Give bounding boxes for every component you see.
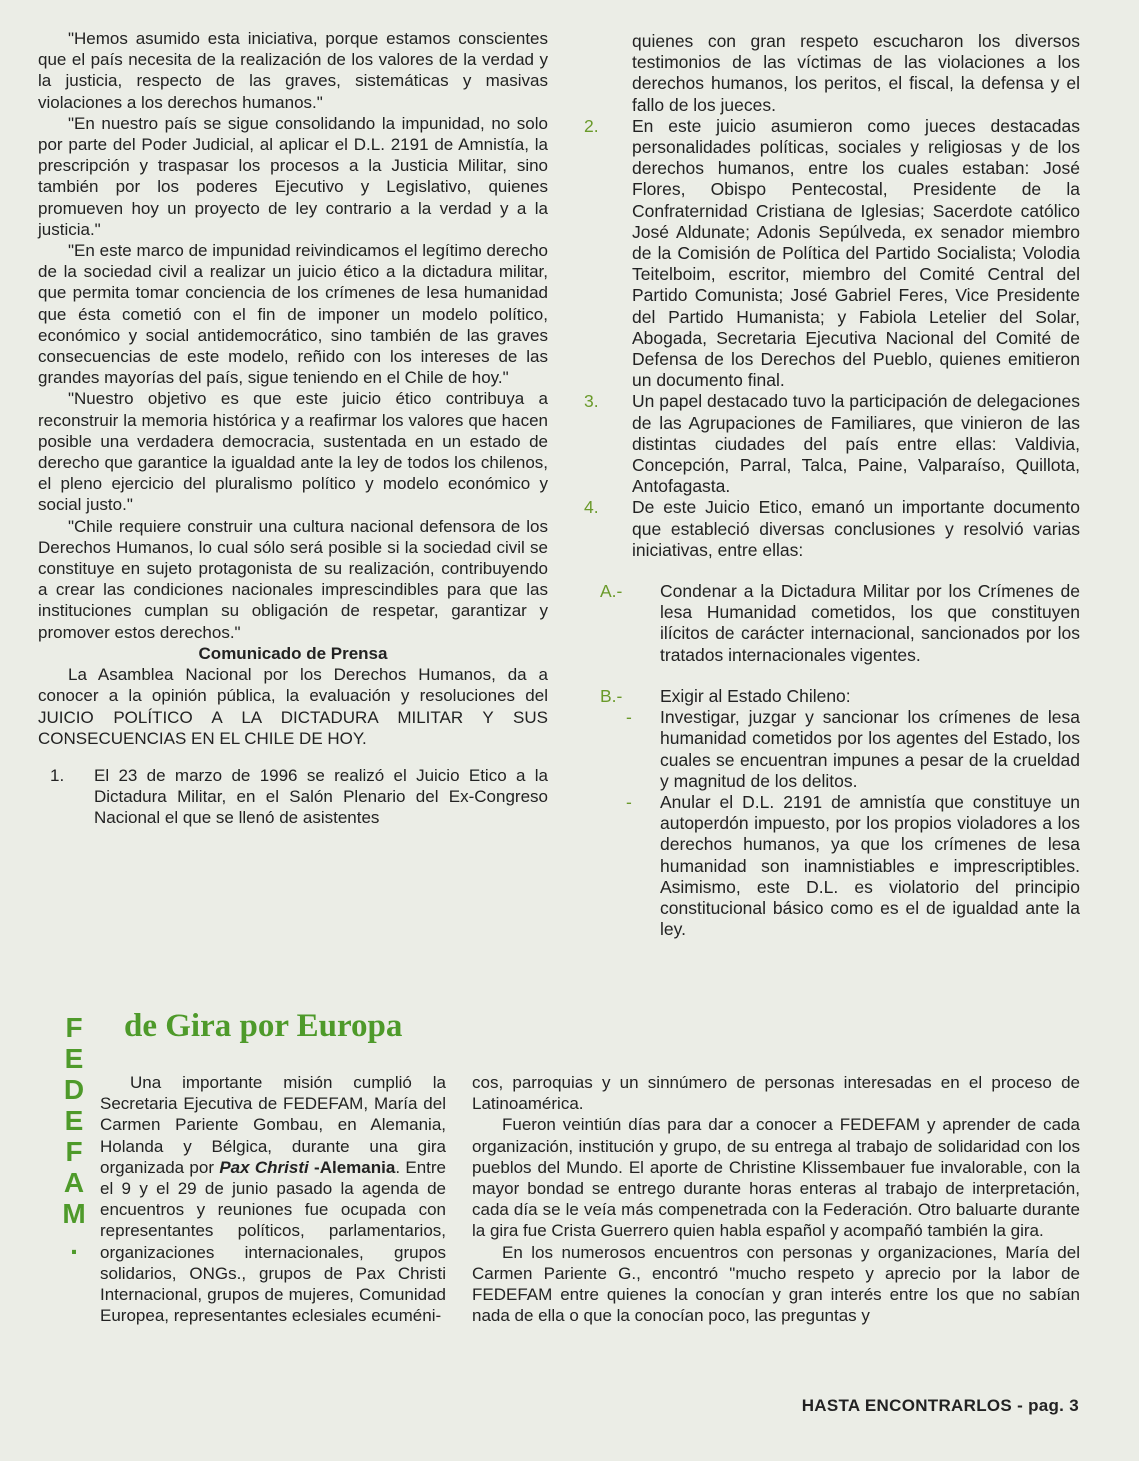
list-text: De este Juicio Etico, emanó un importante documento que estableció diversas conclusiones y resolvió varias iniciativas, entre ellas: xyxy=(632,497,1080,560)
vertical-letter: A xyxy=(63,1167,85,1198)
list-text: Un papel destacado tuvo la participación de delegaciones de las Agrupaciones de Familiares, que vinieron de las distintas ciudades del país entre ellas: Valdivia, Concepción, Parral, Talca, Paine, Valparaíso, Quillota, Antofagasta. xyxy=(632,391,1080,497)
vertical-letter: E xyxy=(64,1105,84,1136)
quote-paragraph-4: "Nuestro objetivo es que este juicio ético contribuya a reconstruir la memoria histórica y a reafirmar los valores que hacen posible una verdadera democracia, sustentada en un estado de derecho que garantice la igualdad ante la ley de todos los chilenos, el pleno ejercicio del pluralismo político y modelo económico y social justo." xyxy=(38,389,548,515)
dash-text: Anular el D.L. 2191 de amnistía que constituye un autoperdón impuesto, por los propios violadores a los derechos humanos, ya que los crímenes de lesa humanidad son inamnistiables e imprescriptibles. Asimismo, este D.L. es violatorio del principio constitucional básico como es el de igualdad ante la ley. xyxy=(660,791,1080,940)
dash-text: Investigar, juzgar y sancionar los crímenes de lesa humanidad cometidos por los agentes del Estado, los cuales se encuentran impunes a pesar de la crueldad y magnitud de los delitos. xyxy=(660,707,1080,791)
dash-item xyxy=(582,792,1080,940)
list-text: quienes con gran respeto escucharon los diversos testimonios de las víctimas de las violaciones a los derechos humanos, los peritos, el fiscal, la defensa y el fallo de los jueces. xyxy=(632,31,1080,115)
story-text: Una importante misión cumplió la Secretaria Ejecutiva de FEDEFAM, María del Carmen Pariente Gombau, en Alemania, Holanda y Bélgica, durante una gira organizada por xyxy=(100,1073,446,1177)
dash-bullet: - xyxy=(626,707,632,728)
list-item-continuation xyxy=(582,31,1080,116)
list-number: 1. xyxy=(50,765,65,785)
organization-suffix: -Alemania xyxy=(308,1157,396,1177)
list-number: 2. xyxy=(584,115,599,136)
sub-item-a xyxy=(582,581,1080,666)
story-title: de Gira por Europa xyxy=(124,1008,403,1044)
story-paragraph: cos, parroquias y un sinnúmero de personas interesadas en el proceso de Latinoamérica. xyxy=(472,1073,1080,1114)
dash-bullet: - xyxy=(626,791,632,812)
vertical-letter: F xyxy=(65,1136,83,1167)
sub-item-text: Exigir al Estado Chileno: xyxy=(660,685,851,706)
vertical-letter: . xyxy=(70,1229,78,1260)
quote-paragraph-5: "Chile requiere construir una cultura nacional defensora de los Derechos Humanos, lo cual sólo será posible si la sociedad civil se constituye en sujeto protagonista de su realización, contribuyendo a crear las condiciones nacionales imprescindibles para que las instituciones cumplan su obligación de respetar, garantizar y promover estos derechos." xyxy=(38,516,548,642)
vertical-letter: E xyxy=(64,1043,84,1074)
story-right-column xyxy=(472,1072,1080,1326)
press-release-body: La Asamblea Nacional por los Derechos Humanos, da a conocer a la opinión pública, la evaluación y resoluciones del JUICIO POLÍTICO A LA DICTADURA MILITAR Y SUS CONSECUENCIAS EN EL CHILE DE HOY. xyxy=(38,665,548,748)
story-paragraph: En los numerosos encuentros con personas y organizaciones, María del Carmen Pariente G., encontró "mucho respeto y aprecio por la labor de FEDEFAM entre quienes la conocían y gran interés entre los que no sabían nada de ella o que la conocían poco, las preguntas y xyxy=(472,1242,1080,1326)
organization-name: Pax Christi xyxy=(219,1157,309,1177)
numbered-list xyxy=(38,765,548,829)
vertical-letter: F xyxy=(65,1012,83,1043)
sub-item-label: A.- xyxy=(600,581,623,602)
list-number: 4. xyxy=(584,497,599,518)
quote-paragraph-2: "En nuestro país se sigue consolidando la impunidad, no solo por parte del Poder Judicial, al aplicar el D.L. 2191 de Amnistía, la prescripción y traspasar los procesos a la Justicia Militar, sino también por los poderes Ejecutivo y Legislativo, quienes promueven hoy un proyecto de ley contrario a la verdad y a la justicia." xyxy=(38,113,548,239)
dash-item xyxy=(582,707,1080,792)
page-footer: HASTA ENCONTRARLOS - pag. 3 xyxy=(801,1396,1079,1415)
list-item xyxy=(38,765,548,829)
sub-item-text: Condenar a la Dictadura Militar por los Crímenes de lesa Humanidad cometidos, los que constituyen ilícitos de carácter internacional, sancionados por los tratados internacionales vigentes. xyxy=(660,581,1080,665)
story-paragraph: Fueron veintiún días para dar a conocer a FEDEFAM y aprender de cada organización, institución y grupo, de su entrega al trabajo de solidaridad con los pueblos del Mundo. El aporte de Christine Klissembauer fue invalorable, con la mayor bondad se entrego durante horas enteras al trabajo de interpretación, cada día se le veía más compenetrada con la Federación. Otro baluarte durante la gira fue Crista Guerrero quien habla español y acompañó también la gira. xyxy=(472,1115,1080,1241)
vertical-letter: M xyxy=(62,1198,86,1229)
left-column xyxy=(38,28,548,829)
quote-paragraph-3: "En este marco de impunidad reivindicamos el legítimo derecho de la sociedad civil a realizar un juicio ético a la dictadura militar, que permita tomar conciencia de los crímenes de lesa humanidad que ésta cometió con el fin de imponer un modelo político, económico y social antidemocrático, sino también de las graves consecuencias de este modelo, reñido con los intereses de las grandes mayorías del país, sigue teniendo en el Chile de hoy." xyxy=(38,241,548,388)
list-text: El 23 de marzo de 1996 se realizó el Juicio Etico a la Dictadura Militar, en el Salón Plenario del Ex-Congreso Nacional el que se llenó de asistentes xyxy=(94,765,548,828)
list-number: 3. xyxy=(584,391,599,412)
quote-paragraph-1: "Hemos asumido esta iniciativa, porque estamos conscientes que el país necesita de la realización de los valores de la verdad y la justicia, respecto de las graves, sistemáticas y masivas violaciones a los derechos humanos." xyxy=(38,29,548,112)
story-paragraph xyxy=(100,1072,446,1326)
story-left-column xyxy=(100,1072,446,1326)
sub-item-b xyxy=(582,686,1080,707)
list-item xyxy=(582,391,1080,497)
right-column xyxy=(582,31,1080,940)
vertical-fedefam-title xyxy=(60,1012,88,1260)
list-item xyxy=(582,497,1080,561)
vertical-letter: D xyxy=(63,1074,85,1105)
list-item xyxy=(582,116,1080,392)
sub-item-label: B.- xyxy=(600,685,623,706)
press-release-title: Comunicado de Prensa xyxy=(198,643,388,663)
list-text: En este juicio asumieron como jueces destacadas personalidades políticas, sociales y religiosas y de los derechos humanos, entre los cuales estaban: José Flores, Obispo Pentecostal, Presidente de la Confraternidad Cristiana de Iglesias; Sacerdote católico José Aldunate; Adonis Sepúlveda, ex senador miembro de la Comisión de Política del Partido Socialista; Volodia Teitelboim, escritor, miembro del Comité Central del Partido Comunista; José Gabriel Feres, Vice Presidente del Partido Humanista; y Fabiola Letelier del Solar, Abogada, Secretaria Ejecutiva Nacional del Comité de Defensa de los Derechos del Pueblo, quienes emitieron un documento final. xyxy=(632,115,1080,391)
story-text: . Entre el 9 y el 29 de junio pasado la agenda de encuentros y reuniones fue ocupada con representantes políticos, parlamentarios, organizaciones internacionales, grupos solidarios, ONGs., grupos de Pax Christi Internacional, grupos de mujeres, Comunidad Europea, representantes eclesiales ecuméni- xyxy=(100,1157,446,1326)
